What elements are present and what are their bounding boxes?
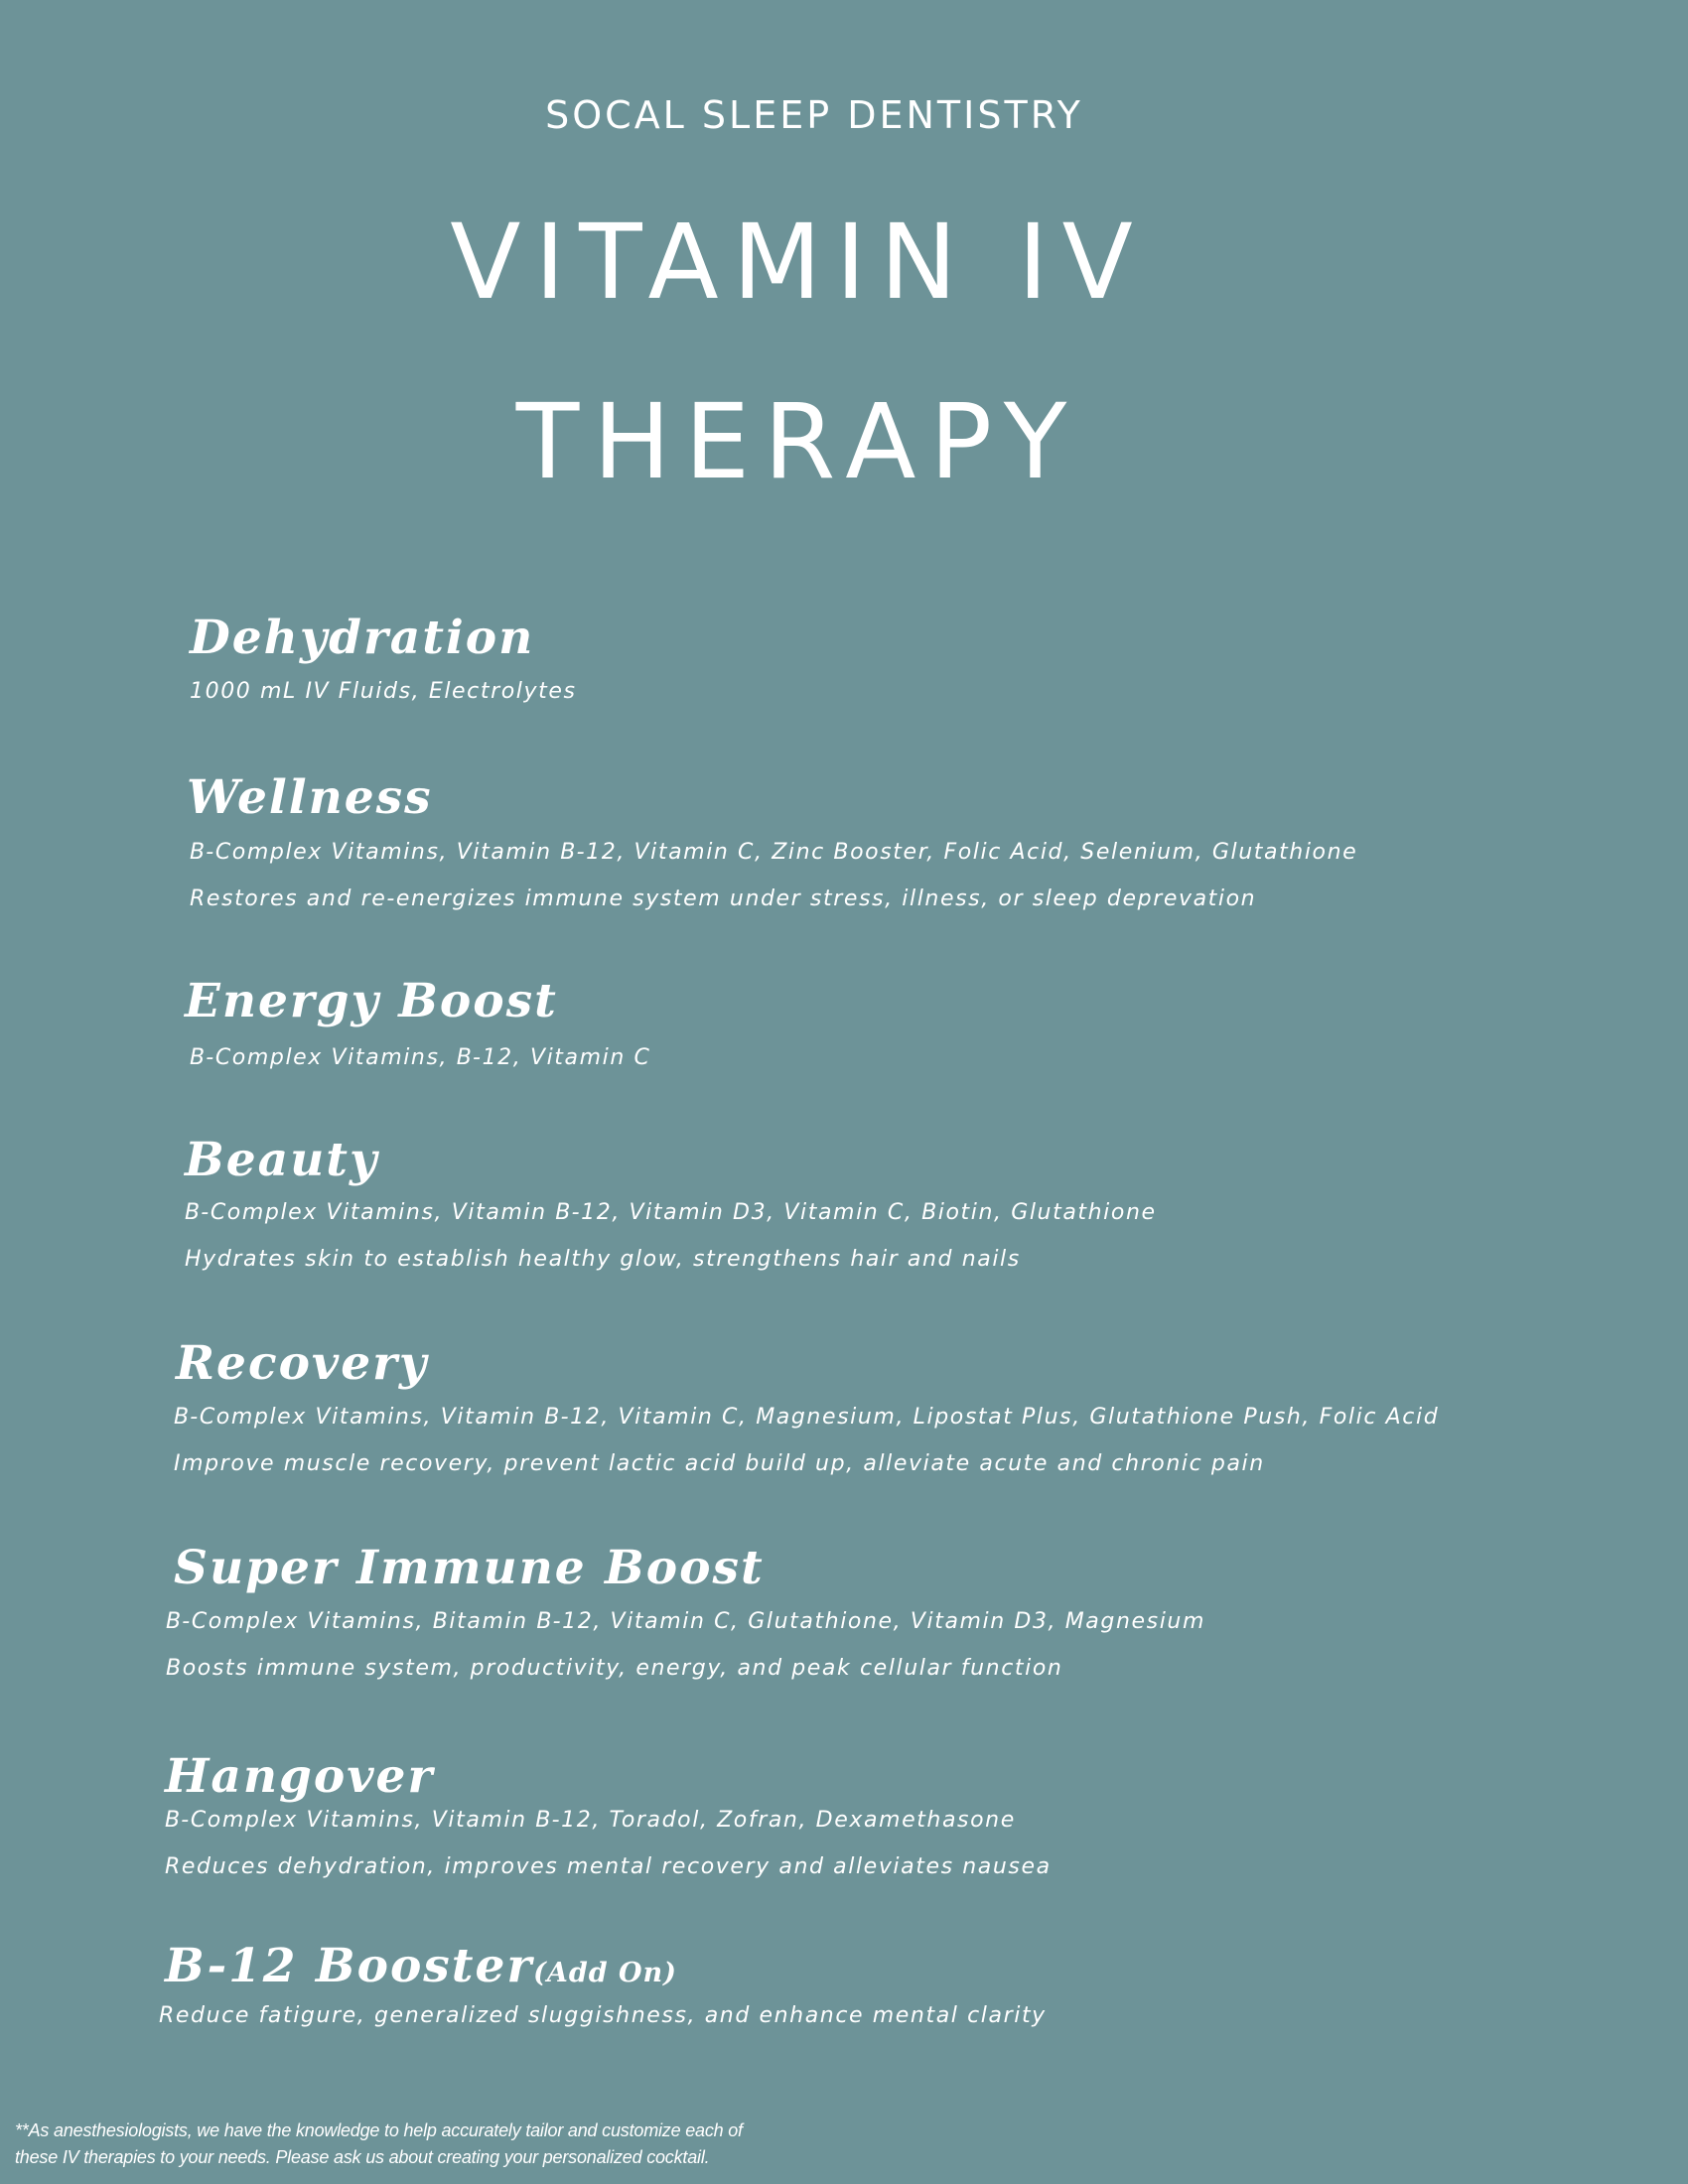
therapy-title: Beauty <box>185 1133 379 1187</box>
therapy-description: Restores and re-energizes immune system under stress, illness, or sleep deprevation <box>190 887 1257 911</box>
therapy-description: Hydrates skin to establish healthy glow, strengthens hair and nails <box>185 1247 1021 1272</box>
therapy-energy-boost <box>185 974 651 1070</box>
therapy-hangover <box>165 1749 1052 1879</box>
therapy-description: Boosts immune system, productivity, energy, and peak cellular function <box>166 1656 1063 1681</box>
therapy-ingredients: B-Complex Vitamins, B-12, Vitamin C <box>190 1045 651 1070</box>
therapy-description: Reduces dehydration, improves mental recovery and alleviates nausea <box>165 1854 1052 1879</box>
therapy-super-immune-boost <box>166 1541 1205 1681</box>
footnote <box>15 2117 909 2171</box>
footnote-line-2: these IV therapies to your needs. Please ask us about creating your personalized cocktail. <box>15 2147 710 2167</box>
therapy-title: Wellness <box>187 770 433 825</box>
therapy-description: Improve muscle recovery, prevent lactic acid build up, alleviate acute and chronic pain <box>174 1451 1265 1476</box>
therapy-ingredients: B-Complex Vitamins, Vitamin B-12, Vitamin C, Magnesium, Lipostat Plus, Glutathione Push, Folic Acid <box>174 1405 1440 1430</box>
therapy-title: Energy Boost <box>185 974 558 1028</box>
therapy-dehydration <box>190 611 577 704</box>
therapy-ingredients: B-Complex Vitamins, Vitamin B-12, Toradol, Zofran, Dexamethasone <box>165 1808 1016 1833</box>
therapy-ingredients: 1000 mL IV Fluids, Electrolytes <box>190 679 577 704</box>
therapy-ingredients: B-Complex Vitamins, Vitamin B-12, Vitamin D3, Vitamin C, Biotin, Glutathione <box>185 1200 1157 1225</box>
therapy-description: Reduce fatigure, generalized sluggishness, and enhance mental clarity <box>159 2003 1047 2028</box>
therapy-b12-booster <box>159 1939 1047 2028</box>
therapy-title-text: B-12 Booster <box>165 1939 534 1993</box>
therapy-beauty <box>185 1133 1157 1272</box>
therapy-recovery <box>174 1336 1440 1476</box>
therapy-wellness <box>187 770 1358 911</box>
therapy-title <box>165 1939 677 1993</box>
practice-name: SOCAL SLEEP DENTISTRY <box>545 93 1083 137</box>
therapy-ingredients: B-Complex Vitamins, Bitamin B-12, Vitamin C, Glutathione, Vitamin D3, Magnesium <box>166 1609 1205 1634</box>
page-title-line-2: THERAPY <box>515 381 1081 502</box>
therapy-title: Hangover <box>165 1749 435 1804</box>
therapy-title: Super Immune Boost <box>174 1541 765 1595</box>
add-on-label: (Add On) <box>533 1958 677 1988</box>
page-title-line-1: VITAMIN IV <box>450 202 1147 323</box>
footnote-line-1: **As anesthesiologists, we have the knowledge to help accurately tailor and customize each of <box>15 2120 743 2140</box>
therapy-title: Recovery <box>176 1336 429 1391</box>
therapy-title: Dehydration <box>190 611 535 665</box>
therapy-ingredients: B-Complex Vitamins, Vitamin B-12, Vitamin C, Zinc Booster, Folic Acid, Selenium, Glutathione <box>190 840 1358 865</box>
